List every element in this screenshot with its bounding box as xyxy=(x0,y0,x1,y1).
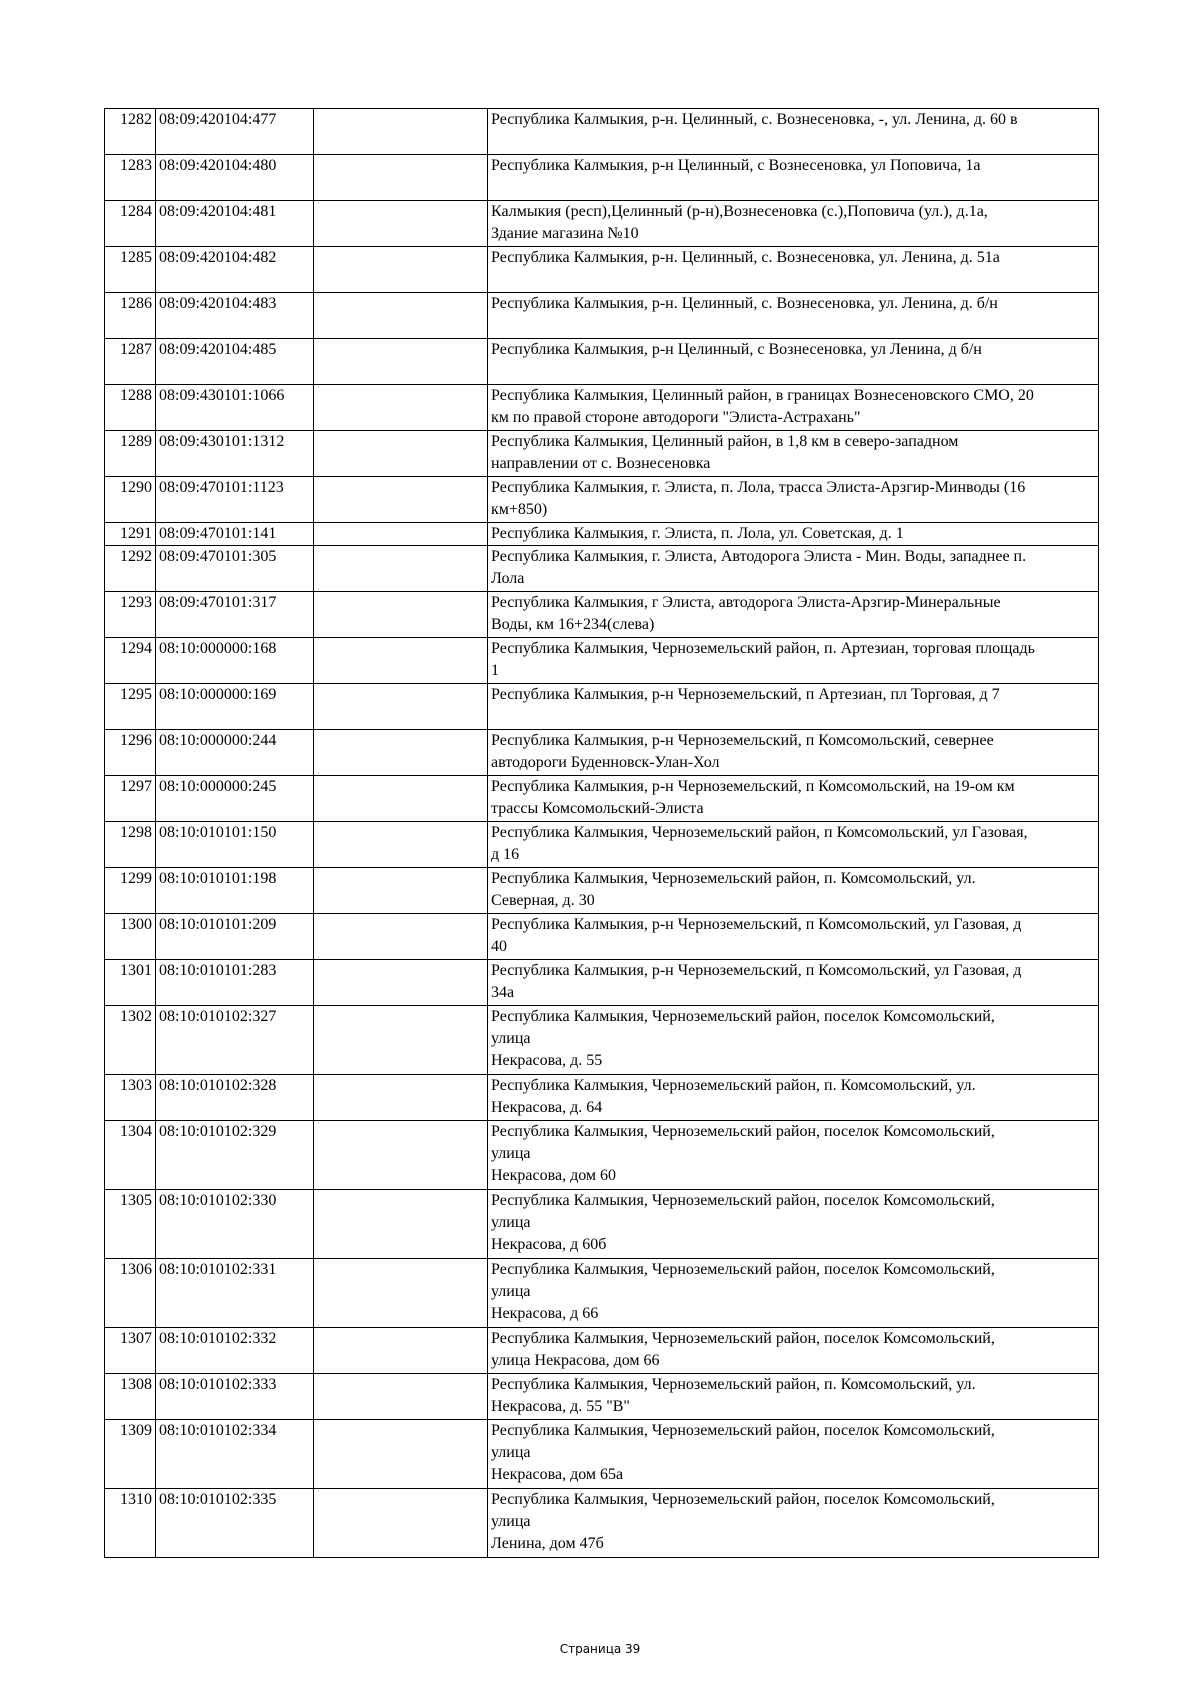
address-cell: Республика Калмыкия, Черноземельский район, поселок Комсомольский, улица Некрасова, д 66 xyxy=(488,1259,1099,1328)
empty-cell xyxy=(314,1259,488,1328)
cadastral-number: 08:10:000000:169 xyxy=(156,684,314,730)
table-row xyxy=(105,730,1099,776)
table-row xyxy=(105,1121,1099,1190)
address-cell: Республика Калмыкия, г. Элиста, Автодорога Элиста - Мин. Воды, западнее п. Лола xyxy=(488,546,1099,592)
cadastral-number: 08:10:010102:331 xyxy=(156,1259,314,1328)
empty-cell xyxy=(314,730,488,776)
row-number: 1296 xyxy=(105,730,156,776)
address-cell: Республика Калмыкия, р-н Черноземельский, п Комсомольский, ул Газовая, д 34а xyxy=(488,960,1099,1006)
row-number: 1289 xyxy=(105,431,156,477)
table-row xyxy=(105,592,1099,638)
cadastral-number: 08:09:420104:483 xyxy=(156,293,314,339)
table-row xyxy=(105,431,1099,477)
row-number: 1294 xyxy=(105,638,156,684)
address-cell: Республика Калмыкия, Целинный район, в границах Вознесеновского СМО, 20 км по правой стороне автодороги "Элиста-Астрахань" xyxy=(488,385,1099,431)
table-row xyxy=(105,960,1099,1006)
address-cell: Республика Калмыкия, Черноземельский район, п. Комсомольский, ул. Некрасова, д. 64 xyxy=(488,1075,1099,1121)
address-cell: Республика Калмыкия, р-н Черноземельский, п Артезиан, пл Торговая, д 7 xyxy=(488,684,1099,730)
cadastral-number: 08:09:470101:141 xyxy=(156,523,314,546)
cadastral-number: 08:09:420104:482 xyxy=(156,247,314,293)
row-number: 1293 xyxy=(105,592,156,638)
empty-cell xyxy=(314,155,488,201)
table-row xyxy=(105,155,1099,201)
cadastral-number: 08:09:430101:1066 xyxy=(156,385,314,431)
address-cell: Республика Калмыкия, р-н Черноземельский, п Комсомольский, ул Газовая, д 40 xyxy=(488,914,1099,960)
table-row xyxy=(105,1374,1099,1420)
cadastral-number: 08:10:010102:330 xyxy=(156,1190,314,1259)
cadastral-number: 08:10:010102:333 xyxy=(156,1374,314,1420)
table-row xyxy=(105,638,1099,684)
empty-cell xyxy=(314,1374,488,1420)
table-row xyxy=(105,822,1099,868)
row-number: 1298 xyxy=(105,822,156,868)
cadastral-number: 08:10:010102:332 xyxy=(156,1328,314,1374)
row-number: 1282 xyxy=(105,109,156,155)
address-cell: Республика Калмыкия, Черноземельский район, п. Артезиан, торговая площадь 1 xyxy=(488,638,1099,684)
cadastral-number: 08:10:010102:334 xyxy=(156,1420,314,1489)
address-cell: Республика Калмыкия, г. Элиста, п. Лола, ул. Советская, д. 1 xyxy=(488,523,1099,546)
address-cell: Калмыкия (респ),Целинный (р-н),Вознесеновка (с.),Поповича (ул.), д.1а, Здание магазина №10 xyxy=(488,201,1099,247)
cadastral-number: 08:10:010102:329 xyxy=(156,1121,314,1190)
cadastral-number: 08:09:470101:1123 xyxy=(156,477,314,523)
address-cell: Республика Калмыкия, Черноземельский район, п. Комсомольский, ул. Некрасова, д. 55 "В" xyxy=(488,1374,1099,1420)
empty-cell xyxy=(314,638,488,684)
empty-cell xyxy=(314,1190,488,1259)
table-row xyxy=(105,1328,1099,1374)
row-number: 1291 xyxy=(105,523,156,546)
table-row xyxy=(105,914,1099,960)
address-cell: Республика Калмыкия, р-н Черноземельский, п Комсомольский, севернее автодороги Буденновск-Улан-Хол xyxy=(488,730,1099,776)
table-row xyxy=(105,1075,1099,1121)
table-row xyxy=(105,868,1099,914)
empty-cell xyxy=(314,546,488,592)
row-number: 1290 xyxy=(105,477,156,523)
cadastral-number: 08:10:010101:150 xyxy=(156,822,314,868)
table-row xyxy=(105,1259,1099,1328)
address-cell: Республика Калмыкия, р-н Целинный, с Вознесеновка, ул Поповича, 1а xyxy=(488,155,1099,201)
row-number: 1302 xyxy=(105,1006,156,1075)
row-number: 1295 xyxy=(105,684,156,730)
row-number: 1284 xyxy=(105,201,156,247)
table-row xyxy=(105,546,1099,592)
cadastral-number: 08:09:470101:305 xyxy=(156,546,314,592)
table-row xyxy=(105,776,1099,822)
table-row xyxy=(105,385,1099,431)
empty-cell xyxy=(314,1121,488,1190)
empty-cell xyxy=(314,776,488,822)
cadastral-number: 08:10:000000:245 xyxy=(156,776,314,822)
cadastral-number: 08:10:010102:327 xyxy=(156,1006,314,1075)
address-cell: Республика Калмыкия, Черноземельский район, п Комсомольский, ул Газовая, д 16 xyxy=(488,822,1099,868)
empty-cell xyxy=(314,684,488,730)
empty-cell xyxy=(314,1006,488,1075)
address-cell: Республика Калмыкия, Черноземельский район, поселок Комсомольский, улица Некрасова, д 60б xyxy=(488,1190,1099,1259)
address-cell: Республика Калмыкия, Черноземельский район, поселок Комсомольский, улица Ленина, дом 47б xyxy=(488,1489,1099,1558)
property-registry-table xyxy=(104,108,1099,1558)
row-number: 1301 xyxy=(105,960,156,1006)
row-number: 1310 xyxy=(105,1489,156,1558)
empty-cell xyxy=(314,1420,488,1489)
empty-cell xyxy=(314,523,488,546)
row-number: 1292 xyxy=(105,546,156,592)
cadastral-number: 08:09:420104:485 xyxy=(156,339,314,385)
empty-cell xyxy=(314,339,488,385)
address-cell: Республика Калмыкия, р-н Черноземельский, п Комсомольский, на 19-ом км трассы Комсомольский-Элиста xyxy=(488,776,1099,822)
registry-table-body xyxy=(105,109,1099,1558)
page-number-footer: Страница 39 xyxy=(559,1642,641,1656)
row-number: 1283 xyxy=(105,155,156,201)
empty-cell xyxy=(314,431,488,477)
cadastral-number: 08:10:010101:198 xyxy=(156,868,314,914)
row-number: 1304 xyxy=(105,1121,156,1190)
empty-cell xyxy=(314,247,488,293)
table-row xyxy=(105,247,1099,293)
table-row xyxy=(105,339,1099,385)
cadastral-number: 08:10:010102:328 xyxy=(156,1075,314,1121)
address-cell: Республика Калмыкия, Черноземельский район, поселок Комсомольский, улица Некрасова, д. 55 xyxy=(488,1006,1099,1075)
address-cell: Республика Калмыкия, р-н. Целинный, с. Вознесеновка, ул. Ленина, д. б/н xyxy=(488,293,1099,339)
row-number: 1309 xyxy=(105,1420,156,1489)
empty-cell xyxy=(314,960,488,1006)
table-row xyxy=(105,684,1099,730)
row-number: 1287 xyxy=(105,339,156,385)
address-cell: Республика Калмыкия, Черноземельский район, поселок Комсомольский, улица Некрасова, дом 60 xyxy=(488,1121,1099,1190)
address-cell: Республика Калмыкия, р-н. Целинный, с. Вознесеновка, -, ул. Ленина, д. 60 в xyxy=(488,109,1099,155)
table-row xyxy=(105,523,1099,546)
table-row xyxy=(105,293,1099,339)
row-number: 1306 xyxy=(105,1259,156,1328)
row-number: 1299 xyxy=(105,868,156,914)
cadastral-number: 08:09:420104:481 xyxy=(156,201,314,247)
cadastral-number: 08:10:000000:168 xyxy=(156,638,314,684)
row-number: 1305 xyxy=(105,1190,156,1259)
row-number: 1303 xyxy=(105,1075,156,1121)
empty-cell xyxy=(314,109,488,155)
address-cell: Республика Калмыкия, г. Элиста, п. Лола, трасса Элиста-Арзгир-Минводы (16 км+850) xyxy=(488,477,1099,523)
empty-cell xyxy=(314,822,488,868)
row-number: 1308 xyxy=(105,1374,156,1420)
empty-cell xyxy=(314,1075,488,1121)
address-cell: Республика Калмыкия, г Элиста, автодорога Элиста-Арзгир-Минеральные Воды, км 16+234(слева) xyxy=(488,592,1099,638)
row-number: 1300 xyxy=(105,914,156,960)
empty-cell xyxy=(314,592,488,638)
address-cell: Республика Калмыкия, Черноземельский район, поселок Комсомольский, улица Некрасова, дом 66 xyxy=(488,1328,1099,1374)
table-row xyxy=(105,201,1099,247)
row-number: 1286 xyxy=(105,293,156,339)
row-number: 1285 xyxy=(105,247,156,293)
address-cell: Республика Калмыкия, р-н. Целинный, с. Вознесеновка, ул. Ленина, д. 51а xyxy=(488,247,1099,293)
cadastral-number: 08:09:420104:480 xyxy=(156,155,314,201)
table-row xyxy=(105,1006,1099,1075)
empty-cell xyxy=(314,868,488,914)
cadastral-number: 08:09:470101:317 xyxy=(156,592,314,638)
address-cell: Республика Калмыкия, Черноземельский район, п. Комсомольский, ул. Северная, д. 30 xyxy=(488,868,1099,914)
empty-cell xyxy=(314,385,488,431)
empty-cell xyxy=(314,1489,488,1558)
address-cell: Республика Калмыкия, Целинный район, в 1,8 км в северо-западном направлении от с. Вознесеновка xyxy=(488,431,1099,477)
empty-cell xyxy=(314,1328,488,1374)
empty-cell xyxy=(314,201,488,247)
cadastral-number: 08:09:420104:477 xyxy=(156,109,314,155)
cadastral-number: 08:09:430101:1312 xyxy=(156,431,314,477)
cadastral-number: 08:10:010101:283 xyxy=(156,960,314,1006)
empty-cell xyxy=(314,293,488,339)
address-cell: Республика Калмыкия, Черноземельский район, поселок Комсомольский, улица Некрасова, дом 65а xyxy=(488,1420,1099,1489)
table-row xyxy=(105,477,1099,523)
row-number: 1288 xyxy=(105,385,156,431)
row-number: 1307 xyxy=(105,1328,156,1374)
address-cell: Республика Калмыкия, р-н Целинный, с Вознесеновка, ул Ленина, д б/н xyxy=(488,339,1099,385)
empty-cell xyxy=(314,477,488,523)
table-row xyxy=(105,1190,1099,1259)
table-row xyxy=(105,1489,1099,1558)
empty-cell xyxy=(314,914,488,960)
cadastral-number: 08:10:010102:335 xyxy=(156,1489,314,1558)
cadastral-number: 08:10:000000:244 xyxy=(156,730,314,776)
table-row xyxy=(105,109,1099,155)
cadastral-number: 08:10:010101:209 xyxy=(156,914,314,960)
table-row xyxy=(105,1420,1099,1489)
row-number: 1297 xyxy=(105,776,156,822)
